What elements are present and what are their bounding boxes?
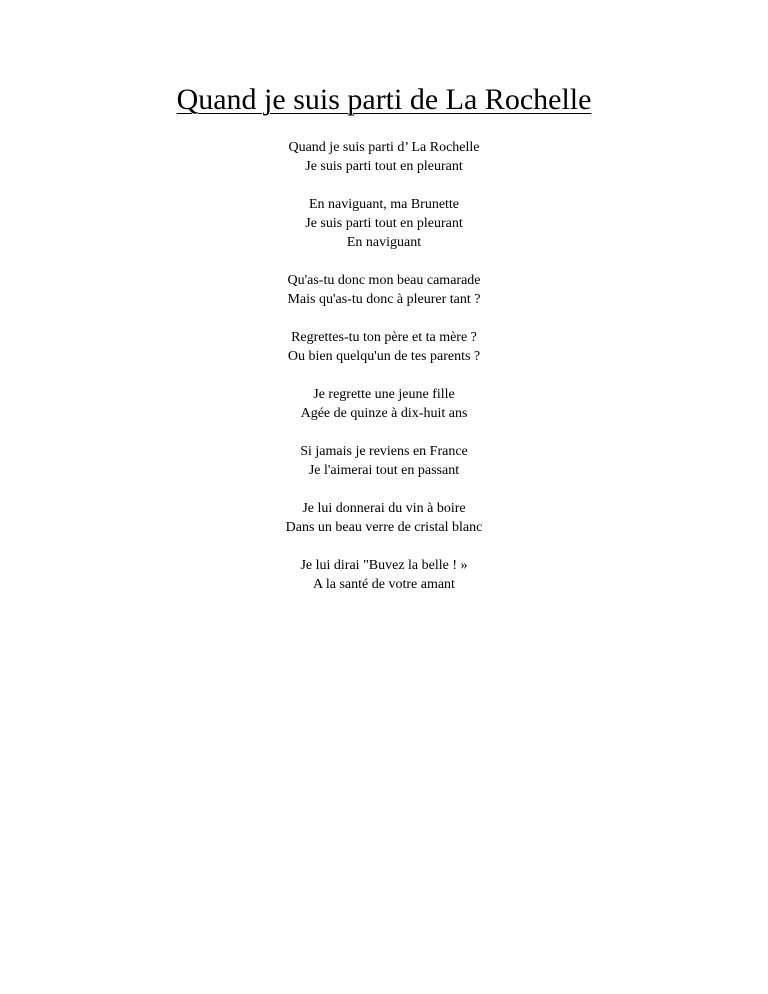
poem-line: Ou bien quelqu'un de tes parents ? <box>287 349 481 364</box>
poem-line: Je lui dirai "Buvez la belle ! » <box>300 558 468 573</box>
stanza-5 <box>0 385 768 423</box>
stanza-7 <box>0 499 768 537</box>
stanza-3 <box>0 271 768 309</box>
stanza-1 <box>0 138 768 176</box>
poem-line: Qu'as-tu donc mon beau camarade <box>287 273 481 288</box>
poem-line: Mais qu'as-tu donc à pleurer tant ? <box>287 292 481 307</box>
stanza-6 <box>0 442 768 480</box>
poem-line: A la santé de votre amant <box>313 577 455 592</box>
page-title: Quand je suis parti de La Rochelle <box>176 83 592 116</box>
stanza-2 <box>0 195 768 252</box>
poem-line: En naviguant <box>346 235 422 250</box>
poem-line: Dans un beau verre de cristal blanc <box>285 520 483 535</box>
stanza-8 <box>0 556 768 594</box>
poem-line: Agée de quinze à dix-huit ans <box>300 406 468 421</box>
stanza-4 <box>0 328 768 366</box>
poem-line: En naviguant, ma Brunette <box>308 197 460 212</box>
poem-line: Je lui donnerai du vin à boire <box>302 501 466 516</box>
poem-line: Je suis parti tout en pleurant <box>305 216 463 231</box>
poem-line: Je l'aimerai tout en passant <box>308 463 460 478</box>
poem-line: Je regrette une jeune fille <box>313 387 455 402</box>
poem-line: Si jamais je reviens en France <box>300 444 468 459</box>
poem <box>0 138 768 613</box>
poem-line: Je suis parti tout en pleurant <box>305 159 463 174</box>
poem-line: Regrettes-tu ton père et ta mère ? <box>291 330 477 345</box>
poem-line: Quand je suis parti d’ La Rochelle <box>288 140 480 155</box>
